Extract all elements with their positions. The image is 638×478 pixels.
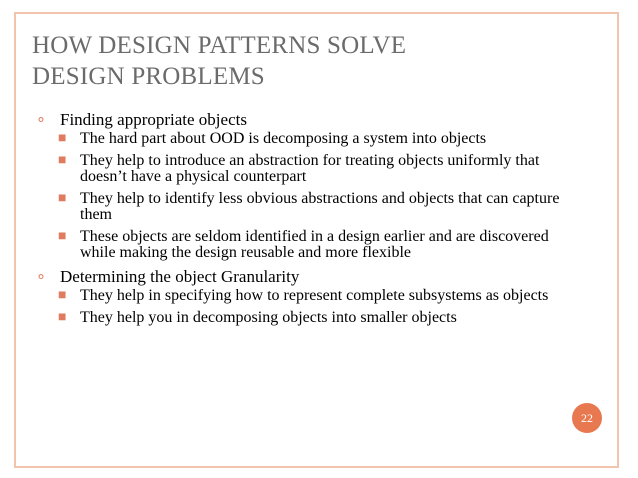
sub-bullet-item [36, 131, 576, 147]
slide-title [32, 30, 592, 92]
slide-title-line-1: HOW DESIGN PATTERNS SOLVE [32, 32, 407, 59]
sub-bullet-text: They help in specifying how to represent complete subsystems as objects [80, 287, 549, 304]
sub-bullet-text: They help you in decomposing objects into smaller objects [80, 309, 457, 326]
ring-bullet-icon: ∘ [36, 111, 47, 128]
sub-bullet-item [36, 153, 576, 185]
square-bullet-icon: ■ [58, 310, 67, 325]
sub-bullet-item [36, 310, 576, 326]
ring-bullet-icon: ∘ [36, 268, 47, 285]
sub-bullet-item [36, 288, 576, 304]
bullet-item-object-granularity [36, 267, 576, 286]
square-bullet-icon: ■ [58, 191, 67, 206]
square-bullet-icon: ■ [58, 153, 67, 168]
slide-content [36, 110, 576, 332]
bullet-text: Determining the object Granularity [60, 267, 300, 286]
page-number-badge: 22 [572, 403, 602, 433]
bullet-text: Finding appropriate objects [60, 110, 247, 129]
sub-bullet-item [36, 229, 576, 261]
sub-bullet-text: They help to introduce an abstraction for treating objects uniformly that doesn’t have a physical counterpart [80, 152, 540, 185]
square-bullet-icon: ■ [58, 229, 67, 244]
slide-title-line-2: DESIGN PROBLEMS [32, 63, 265, 90]
sub-bullet-text: They help to identify less obvious abstractions and objects that can capture them [80, 190, 560, 223]
sub-bullet-text: The hard part about OOD is decomposing a system into objects [80, 130, 487, 147]
square-bullet-icon: ■ [58, 288, 67, 303]
sub-bullet-item [36, 191, 576, 223]
bullet-item-finding-objects [36, 110, 576, 129]
sub-bullet-text: These objects are seldom identified in a design earlier and are discovered while making the design reusable and more flexible [80, 228, 549, 261]
square-bullet-icon: ■ [58, 131, 67, 146]
